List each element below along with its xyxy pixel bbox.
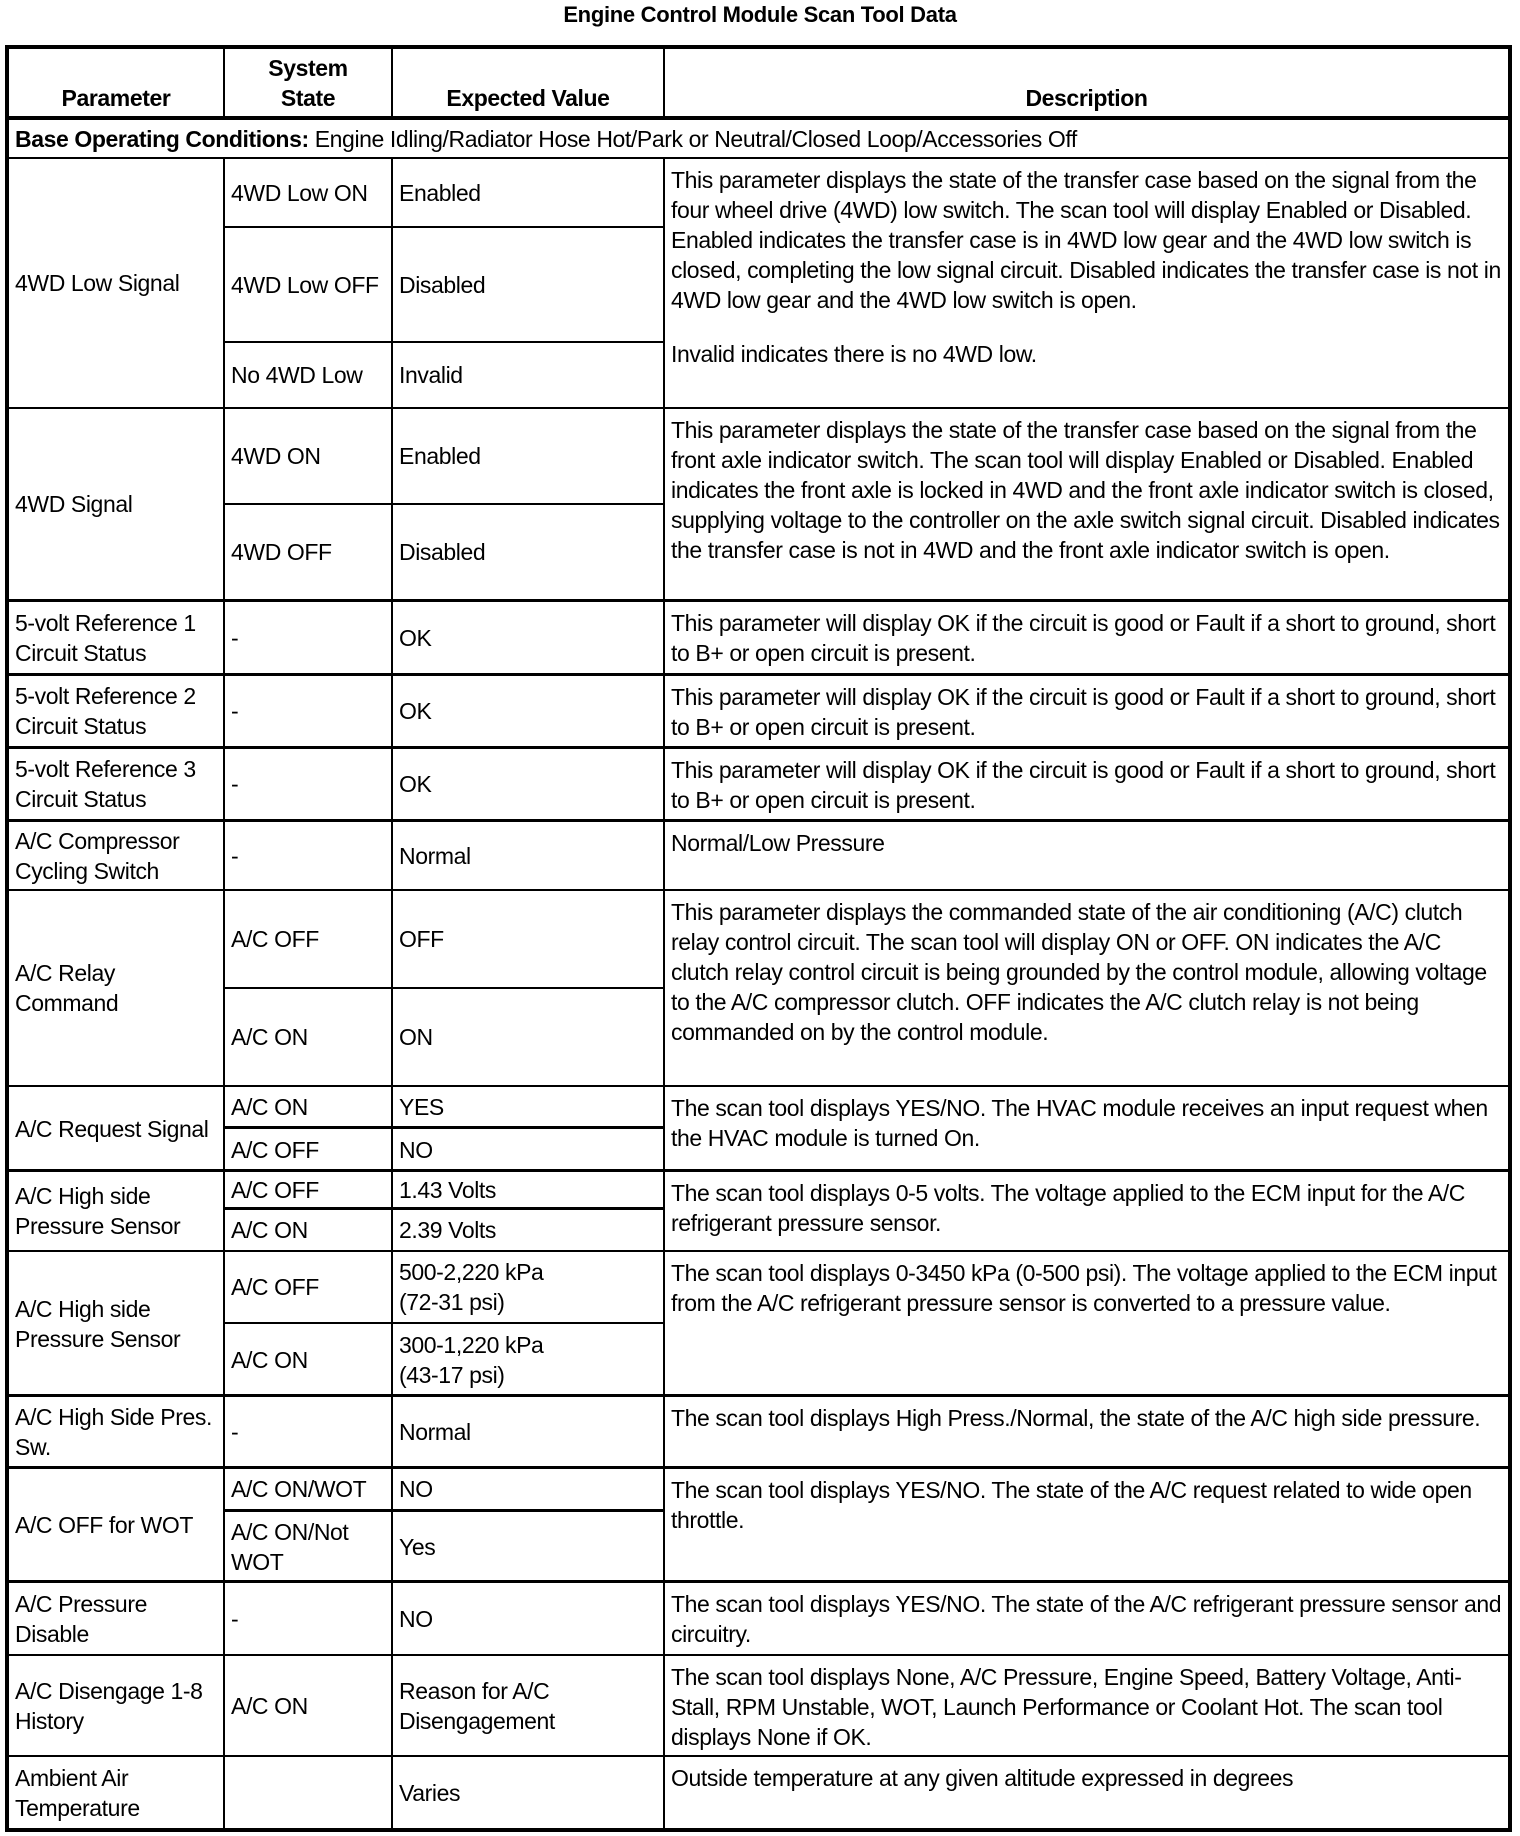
state-cell: - xyxy=(231,1419,239,1445)
description-cell: This parameter will display OK if the circuit is good or Fault if a short to ground, short to B+ or open circuit is present. xyxy=(671,757,1496,813)
state-cell: A/C ON xyxy=(231,1024,308,1050)
state-cell: A/C OFF xyxy=(231,926,319,952)
header-description-label: Description xyxy=(1025,85,1148,111)
state-cell: A/C ON/Not WOT xyxy=(231,1518,349,1575)
row-5v-ref-2-parameter: 5-volt Reference 2 Circuit Status xyxy=(15,683,196,739)
row-ac-pressure-disable-parameter: A/C Pressure Disable xyxy=(15,1590,147,1647)
value-cell: 300-1,220 kPa (43-17 psi) xyxy=(399,1331,544,1388)
description-cell: The scan tool displays None, A/C Pressure, Engine Speed, Battery Voltage, Anti-Stall, RPM Unstable, WOT, Launch Performance or Coolant Hot. The scan tool displays None if OK. xyxy=(671,1664,1462,1750)
value-cell: Disabled xyxy=(399,271,486,298)
value-cell: Yes xyxy=(399,1533,436,1560)
description-cell: Normal/Low Pressure xyxy=(671,830,885,856)
state-cell: A/C OFF xyxy=(231,1136,319,1163)
row-5v-ref-3-parameter: 5-volt Reference 3 Circuit Status xyxy=(15,756,196,812)
value-cell: 1.43 Volts xyxy=(399,1177,497,1203)
value-cell: Varies xyxy=(399,1779,461,1806)
description-cell: This parameter will display OK if the circuit is good or Fault if a short to ground, short to B+ or open circuit is present. xyxy=(671,684,1496,740)
description-cell: The scan tool displays YES/NO. The HVAC module receives an input request when the HVAC module is turned On. xyxy=(671,1095,1488,1151)
row-ac-off-for-wot-parameter: A/C OFF for WOT xyxy=(15,1512,193,1538)
description-cell: The scan tool displays YES/NO. The state of the A/C request related to wide open throttle. xyxy=(671,1477,1472,1533)
state-cell: - xyxy=(231,624,239,651)
state-cell: - xyxy=(231,771,239,797)
description-cell: This parameter displays the commanded state of the air conditioning (A/C) clutch relay control circuit. The scan tool will display ON or OFF. ON indicates the A/C clutch relay control circuit is being grounded by the control module, allowing voltage to the A/C compressor clutch. OFF indicates the A/C clutch relay is not being commanded on by the control module. xyxy=(671,899,1487,1045)
value-cell: Normal xyxy=(399,843,471,869)
header-system-state-line1: System xyxy=(268,55,348,81)
row-ac-relay-command-parameter: A/C Relay Command xyxy=(15,960,119,1016)
row-ac-high-side-pres-sw-parameter: A/C High Side Pres. Sw. xyxy=(15,1404,212,1460)
state-cell: A/C ON xyxy=(231,1693,308,1719)
value-cell: Disabled xyxy=(399,539,486,565)
state-cell: A/C ON xyxy=(231,1346,308,1373)
value-cell: NO xyxy=(399,1476,433,1502)
state-cell: A/C OFF xyxy=(231,1274,319,1300)
header-parameter xyxy=(9,49,223,117)
state-cell xyxy=(225,1757,391,1828)
value-cell: OK xyxy=(399,771,432,797)
header-system-state xyxy=(225,49,391,117)
header-expected-value xyxy=(393,49,663,117)
row-4wd-low-signal-parameter: 4WD Low Signal xyxy=(15,270,180,296)
row-ac-disengage-history-parameter: A/C Disengage 1-8 History xyxy=(15,1678,203,1734)
value-cell: 2.39 Volts xyxy=(399,1217,497,1243)
value-cell: NO xyxy=(399,1605,433,1632)
header-expected-value-label: Expected Value xyxy=(446,85,610,111)
value-cell: Enabled xyxy=(399,443,481,469)
row-ac-high-side-pressure-sensor-volts-parameter: A/C High side Pressure Sensor xyxy=(15,1183,181,1239)
value-cell: OFF xyxy=(399,926,444,952)
row-ac-request-signal-parameter: A/C Request Signal xyxy=(15,1115,209,1142)
row-ac-high-side-pressure-sensor-kpa-parameter: A/C High side Pressure Sensor xyxy=(15,1295,181,1352)
state-cell: No 4WD Low xyxy=(231,362,363,388)
value-cell: OK xyxy=(399,624,432,651)
description-cell: Outside temperature at any given altitude expressed in degrees xyxy=(671,1765,1294,1791)
description-cell: The scan tool displays YES/NO. The state of the A/C refrigerant pressure sensor and circuitry. xyxy=(671,1591,1502,1647)
value-cell: NO xyxy=(399,1136,433,1163)
description-cell: The scan tool displays 0-5 volts. The voltage applied to the ECM input for the A/C refrigerant pressure sensor. xyxy=(671,1180,1465,1236)
row-4wd-signal-parameter: 4WD Signal xyxy=(15,491,133,517)
description-text-invalid: Invalid indicates there is no 4WD low. xyxy=(671,341,1037,367)
base-operating-conditions xyxy=(9,120,1508,158)
base-conditions-label: Base Operating Conditions: xyxy=(15,126,309,152)
state-cell: 4WD ON xyxy=(231,443,321,469)
value-cell: 500-2,220 kPa (72-31 psi) xyxy=(399,1259,544,1315)
state-cell: A/C ON xyxy=(231,1217,308,1243)
value-cell: OK xyxy=(399,698,432,724)
base-conditions-text: Engine Idling/Radiator Hose Hot/Park or Neutral/Closed Loop/Accessories Off xyxy=(308,126,1077,152)
description-cell: The scan tool displays High Press./Normal, the state of the A/C high side pressure. xyxy=(671,1405,1481,1431)
page-title: Engine Control Module Scan Tool Data xyxy=(563,2,957,27)
value-cell: Reason for A/C Disengagement xyxy=(399,1678,555,1734)
value-cell: YES xyxy=(399,1094,444,1120)
state-cell: 4WD OFF xyxy=(231,539,332,565)
row-ac-compressor-cycling-switch-parameter: A/C Compressor Cycling Switch xyxy=(15,828,180,884)
description-cell: This parameter will display OK if the circuit is good or Fault if a short to ground, short to B+ or open circuit is present. xyxy=(671,610,1496,666)
row-ambient-air-temperature-parameter: Ambient Air Temperature xyxy=(15,1764,140,1821)
value-cell: Invalid xyxy=(399,362,463,388)
value-cell: Enabled xyxy=(399,180,481,206)
state-cell: 4WD Low OFF xyxy=(231,271,379,298)
header-description xyxy=(665,49,1508,117)
description-cell xyxy=(665,159,1508,407)
state-cell: - xyxy=(231,843,239,869)
value-cell: Normal xyxy=(399,1419,471,1445)
description-text: This parameter displays the state of the transfer case based on the signal from the four wheel drive (4WD) low switch. The scan tool will display Enabled or Disabled. Enabled indicates the transfer case is in 4WD low gear and the 4WD low switch is closed, completing the low signal circuit. Disabled indicates the transfer case is not in 4WD low gear and the 4WD low switch is open. xyxy=(671,167,1501,313)
state-cell: A/C OFF xyxy=(231,1177,319,1203)
state-cell: A/C ON/WOT xyxy=(231,1476,367,1502)
value-cell: ON xyxy=(399,1024,433,1050)
state-cell: 4WD Low ON xyxy=(231,180,368,206)
header-parameter-label: Parameter xyxy=(61,85,171,111)
state-cell: - xyxy=(231,698,239,724)
row-5v-ref-1-parameter: 5-volt Reference 1 Circuit Status xyxy=(15,609,196,666)
state-cell: A/C ON xyxy=(231,1094,308,1120)
description-cell: The scan tool displays 0-3450 kPa (0-500 psi). The voltage applied to the ECM input from the A/C refrigerant pressure sensor is converted to a pressure value. xyxy=(671,1260,1497,1316)
description-cell: This parameter displays the state of the transfer case based on the signal from the front axle indicator switch. The scan tool will display Enabled or Disabled. Enabled indicates the front axle is locked in 4WD and the front axle indicator switch is closed, supplying voltage to the controller on the axle switch signal circuit. Disabled indicates the transfer case is not in 4WD and the front axle indicator switch is open. xyxy=(671,417,1500,563)
state-cell: - xyxy=(231,1605,239,1632)
header-system-state-line2: State xyxy=(280,85,336,111)
